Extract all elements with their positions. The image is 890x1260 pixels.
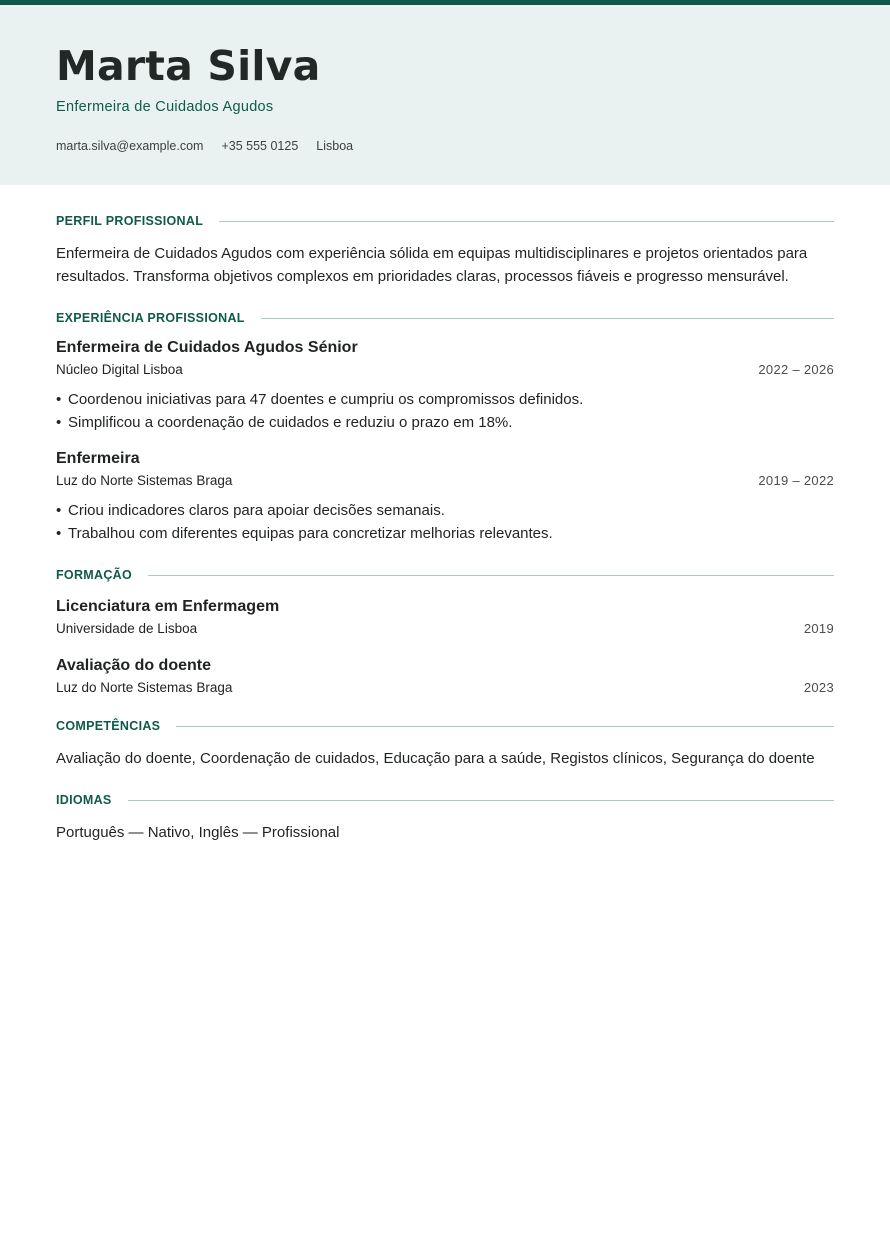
job-meta [56, 472, 834, 490]
section-header [56, 309, 834, 327]
section-title-experience: EXPERIÊNCIA PROFISSIONAL [56, 311, 245, 325]
achievement-item: • Trabalhou com diferentes equipas para concretizar melhorias relevantes. [56, 522, 834, 545]
degree-title: Licenciatura em Enfermagem [56, 598, 280, 615]
education-section [56, 566, 834, 697]
languages-section [56, 791, 834, 844]
job-meta [56, 361, 834, 379]
achievement-item: • Coordenou iniciativas para 47 doentes e cumpriu os compromissos definidos. [56, 388, 834, 411]
job-employer: Luz do Norte Sistemas Braga [56, 473, 233, 488]
candidate-role: Enfermeira de Cuidados Agudos [56, 99, 274, 115]
skills-list: Avaliação do doente, Coordenação de cuidados, Educação para a saúde, Registos clínicos, Segurança do doente [56, 750, 815, 767]
education-item [56, 597, 834, 638]
education-item [56, 656, 834, 697]
section-title-skills: COMPETÊNCIAS [56, 719, 161, 733]
job-dates: 2019 – 2022 [758, 473, 834, 488]
job-employer: Núcleo Digital Lisboa [56, 362, 183, 377]
job-dates: 2022 – 2026 [758, 362, 834, 377]
candidate-name: Marta Silva [56, 42, 321, 90]
resume-body [0, 212, 890, 844]
degree-year: 2019 [803, 621, 834, 636]
section-title-languages: IDIOMAS [56, 793, 112, 807]
job-achievements [56, 499, 834, 545]
section-header [56, 717, 834, 735]
institution: Universidade de Lisboa [56, 621, 198, 636]
job-title: Enfermeira [56, 450, 140, 467]
section-title-profile: PERFIL PROFISSIONAL [56, 214, 204, 228]
section-title-education: FORMAÇÃO [56, 568, 133, 582]
contact-email[interactable]: marta.silva@example.com [56, 139, 204, 153]
section-header [56, 212, 834, 230]
achievement-item: • Criou indicadores claros para apoiar decisões semanais. [56, 499, 834, 522]
degree-meta [56, 679, 834, 697]
job-title: Enfermeira de Cuidados Agudos Sénior [56, 339, 358, 356]
institution: Luz do Norte Sistemas Braga [56, 680, 233, 695]
section-divider [176, 726, 834, 727]
contact-info [56, 138, 834, 154]
degree-title: Avaliação do doente [56, 657, 211, 674]
contact-location: Lisboa [316, 139, 354, 153]
languages-list: Português — Nativo, Inglês — Profissional [56, 824, 340, 841]
resume-header [0, 5, 890, 185]
section-divider [261, 318, 834, 319]
degree-year: 2023 [803, 680, 834, 695]
section-divider [148, 575, 834, 576]
section-header [56, 566, 834, 584]
experience-section [56, 309, 834, 545]
experience-item [56, 338, 834, 434]
section-divider [128, 800, 834, 801]
degree-meta [56, 620, 834, 638]
contact-phone[interactable]: +35 555 0125 [221, 139, 299, 153]
section-divider [219, 221, 834, 222]
achievement-item: • Simplificou a coordenação de cuidados e reduziu o prazo em 18%. [56, 411, 834, 434]
section-header [56, 791, 834, 809]
profile-section [56, 212, 834, 288]
job-achievements [56, 388, 834, 434]
skills-section [56, 717, 834, 770]
experience-item [56, 449, 834, 545]
profile-summary: Enfermeira de Cuidados Agudos com experiência sólida em equipas multidisciplinares e projetos orientados para resultados. Transforma objetivos complexos em prioridades claras, processos fiáveis e progresso mensurável. [56, 245, 808, 285]
